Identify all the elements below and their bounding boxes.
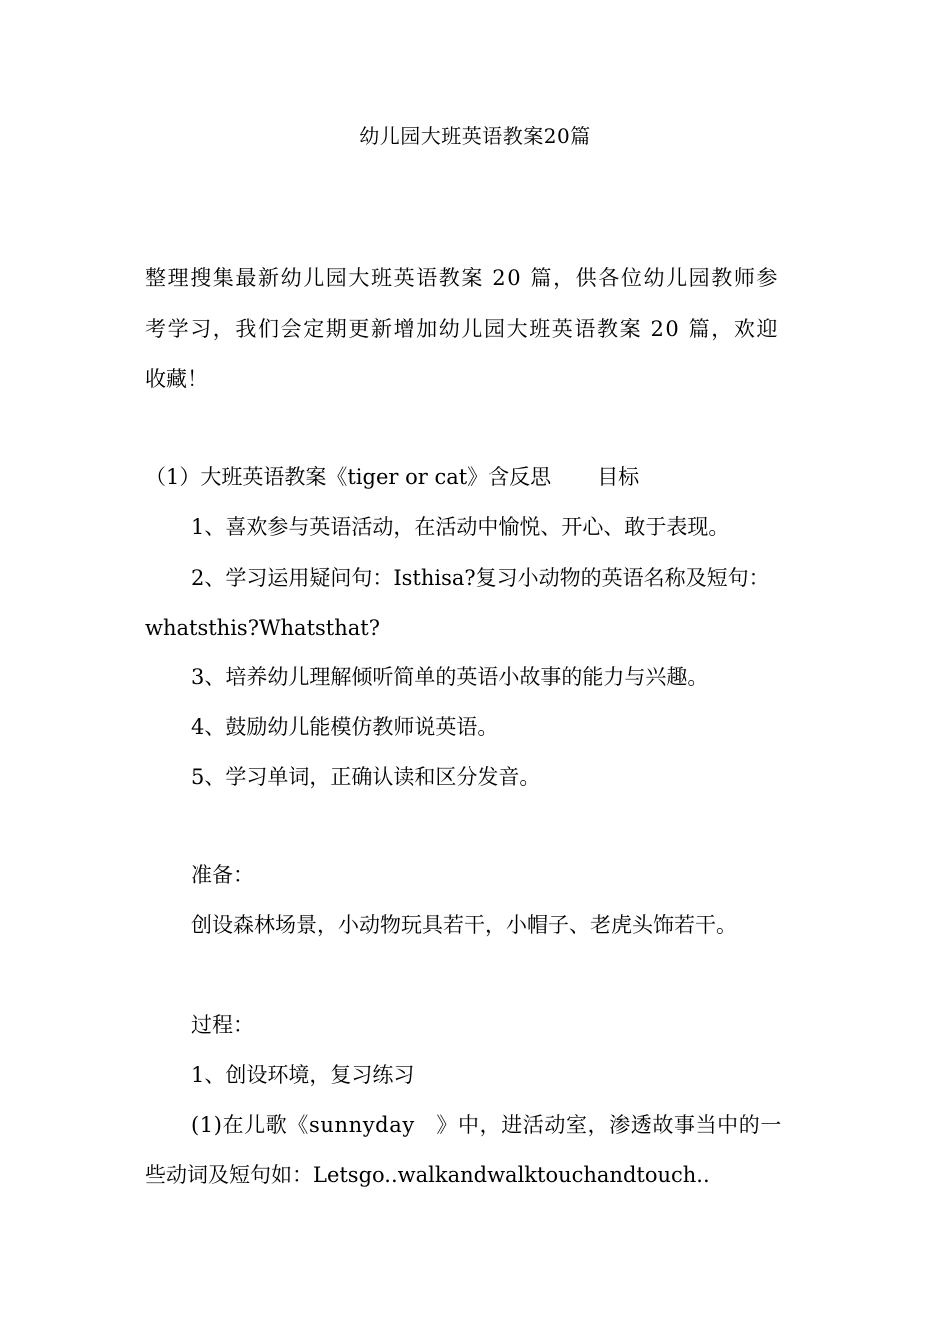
- preparation-text: 创设森林场景，小动物玩具若干，小帽子、老虎头饰若干。: [191, 913, 737, 937]
- intro-line: 收藏！: [145, 367, 208, 391]
- process-heading: 过程：: [191, 1013, 254, 1037]
- objective-item-continuation: whatsthis?Whatsthat?: [145, 616, 380, 640]
- intro-line: 整理搜集最新幼儿园大班英语教案 20 篇，供各位幼儿园教师参: [145, 266, 780, 290]
- objective-item: 3、培养幼儿理解倾听简单的英语小故事的能力与兴趣。: [191, 665, 709, 689]
- intro-line: 考学习，我们会定期更新增加幼儿园大班英语教案 20 篇，欢迎: [145, 317, 780, 341]
- preparation-heading: 准备：: [191, 863, 254, 887]
- document-title: 幼儿园大班英语教案20篇: [359, 124, 591, 148]
- section-heading: [145, 462, 639, 492]
- objective-item: 4、鼓励幼儿能模仿教师说英语。: [191, 715, 499, 739]
- process-step: (1)在儿歌《sunnyday 》中，进活动室，渗透故事当中的一: [191, 1113, 782, 1137]
- process-step-continuation: 些动词及短句如：Letsgo..walkandwalktouchandtouch..: [145, 1163, 710, 1187]
- process-step: 1、创设环境，复习练习: [191, 1063, 415, 1087]
- objective-item: 5、学习单词，正确认读和区分发音。: [191, 765, 541, 789]
- objective-item: 1、喜欢参与英语活动，在活动中愉悦、开心、敢于表现。: [191, 515, 730, 539]
- section-heading-text: （1）大班英语教案《tiger or cat》含反思: [145, 465, 552, 489]
- objective-item: 2、学习运用疑问句：Isthisa?复习小动物的英语名称及短句：: [191, 566, 770, 590]
- goal-label: 目标: [597, 465, 640, 489]
